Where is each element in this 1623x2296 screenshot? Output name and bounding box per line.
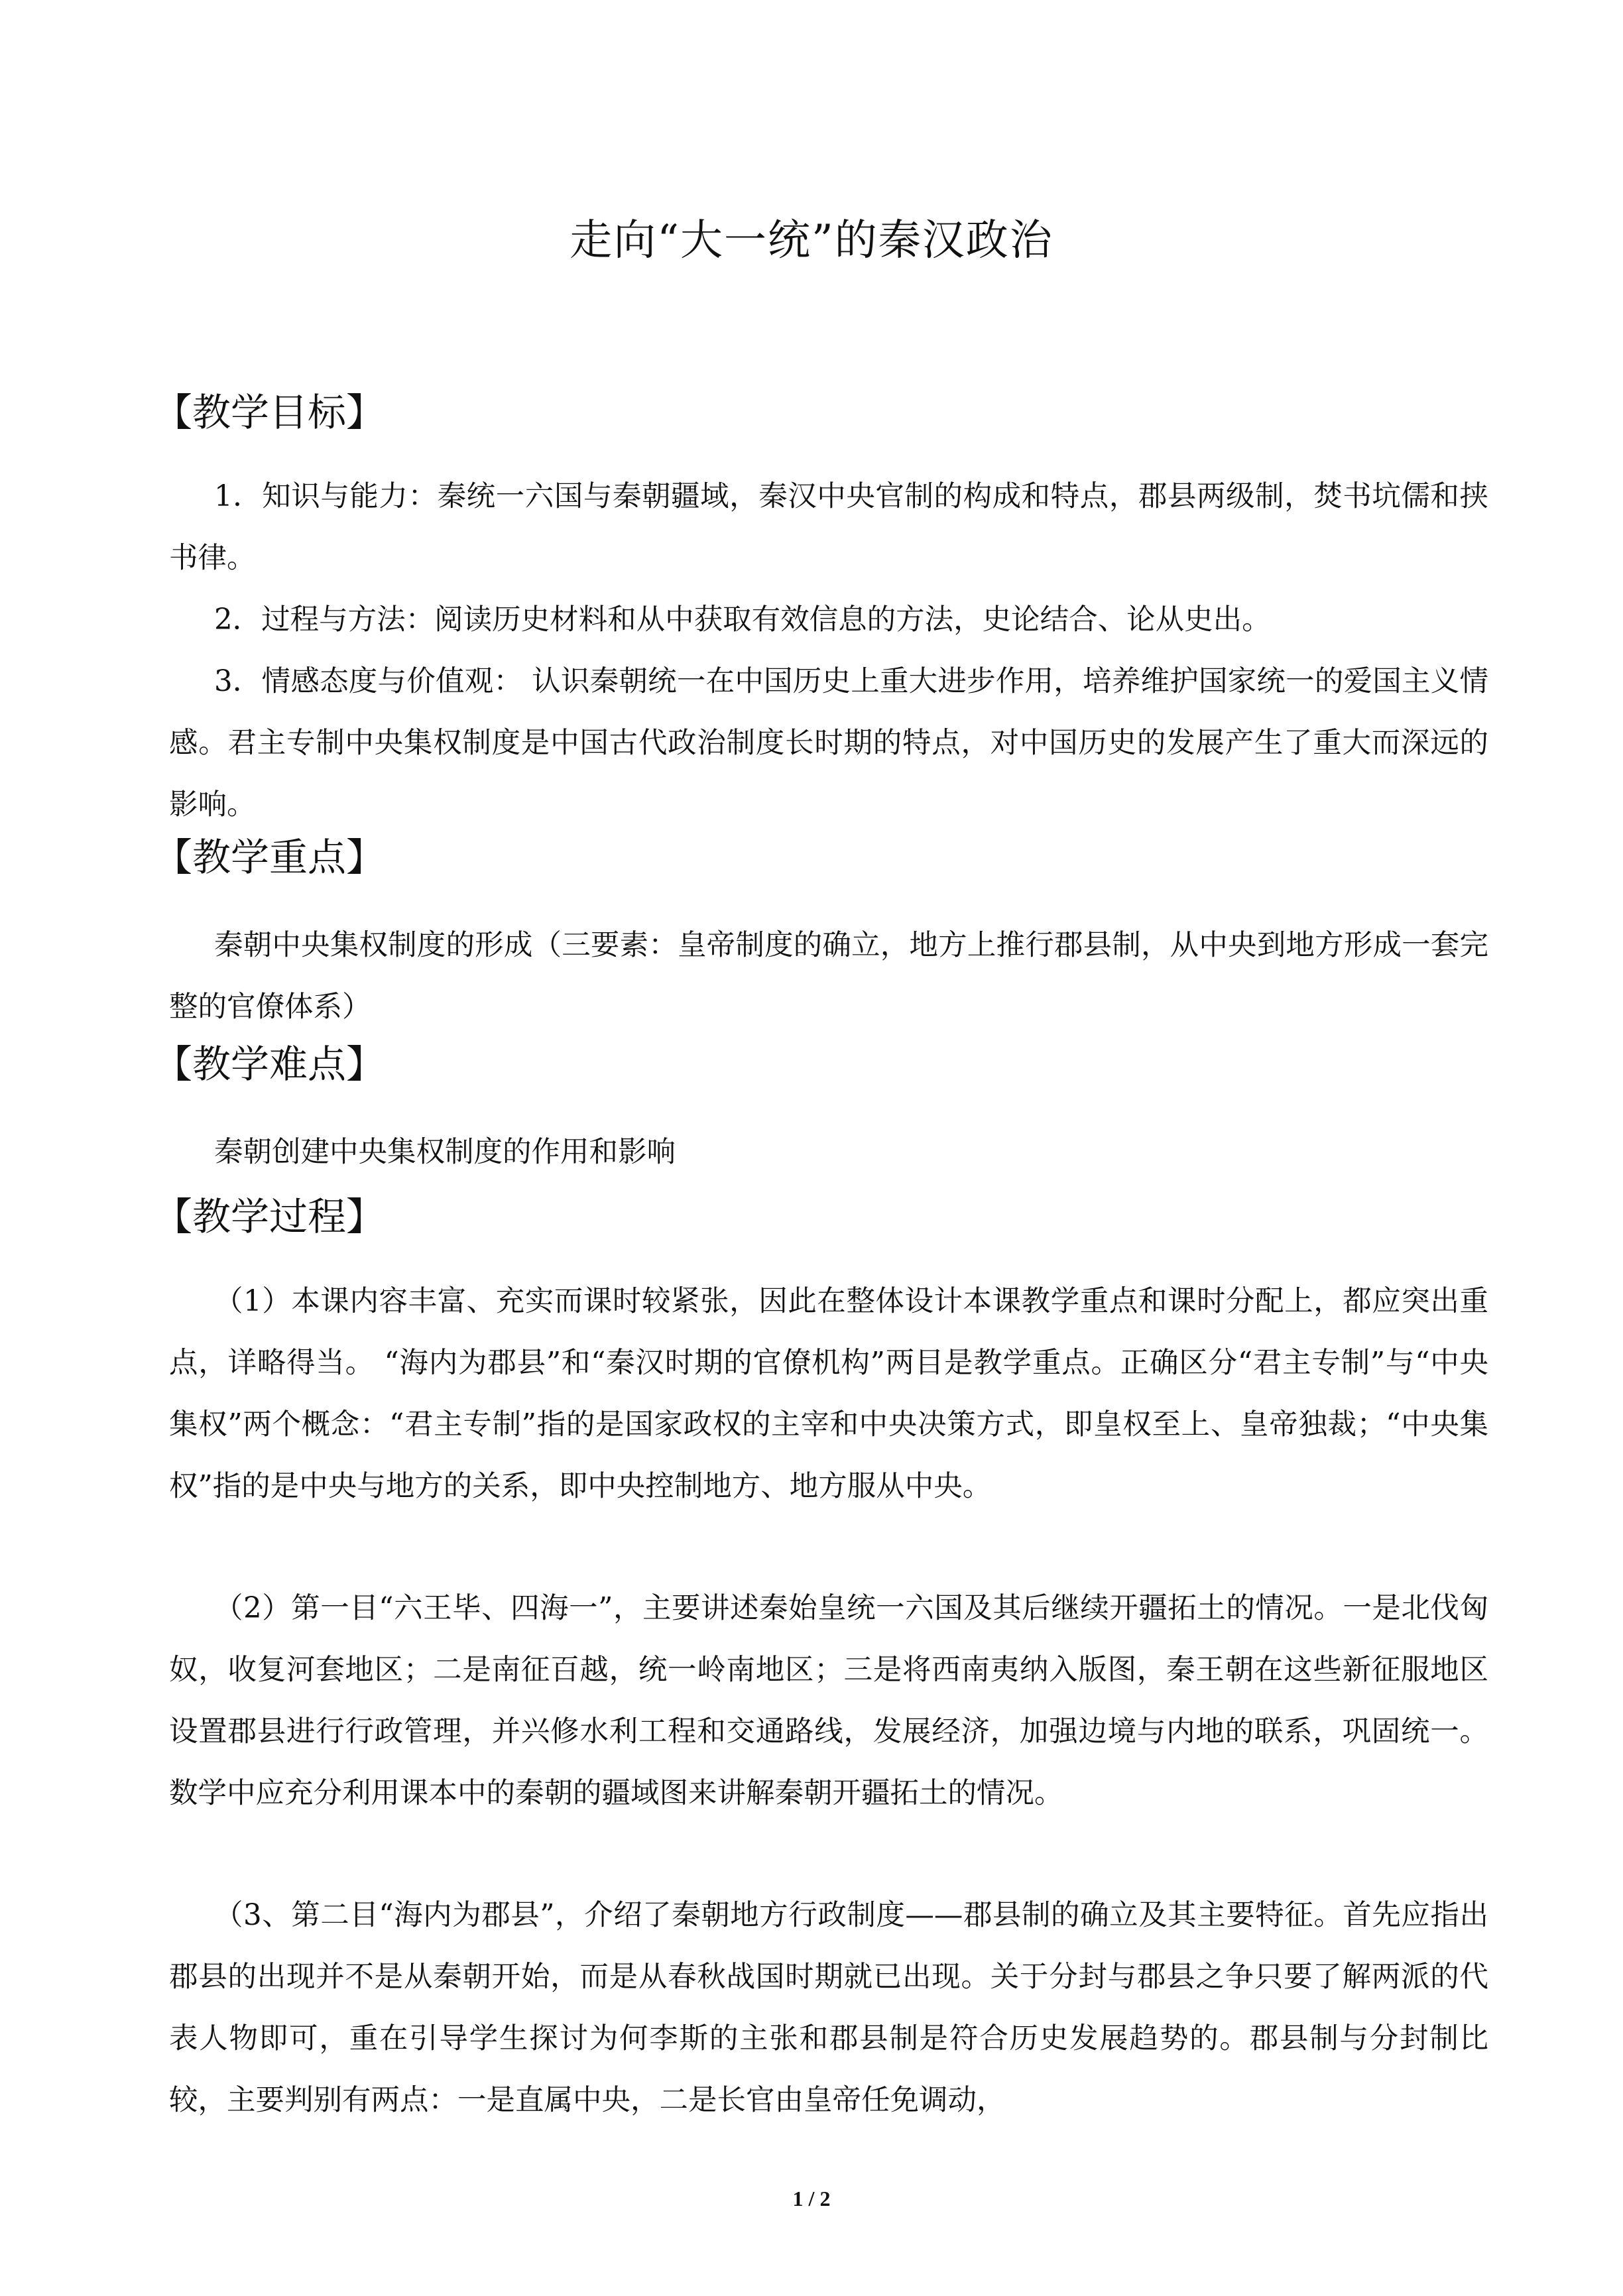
document-title: 走向“大一统”的秦汉政治 [570, 216, 1053, 265]
page-number: 1 / 2 [792, 2187, 831, 2210]
objective-item: 2．过程与方法：阅读历史材料和从中获取有效信息的方法，史论结合、论从史出。 [214, 603, 1271, 636]
heading-difficulties: 【教学难点】 [154, 1042, 385, 1087]
process-paragraph: （3、第二目“海内为郡县”，介绍了秦朝地方行政制度——郡县制的确立及其主要特征。首先应指出郡县的出现并不是从秦朝开始，而是从春秋战国时期就已出现。关于分封与郡县之争只要了解两派的代表人物即可，重在引导学生探讨为何李斯的主张和郡县制是符合历史发展趋势的。郡县制与分封制比较，主要判别有两点：一是直属中央，二是长官由皇帝任免调动， [169, 1899, 1488, 2117]
process-paragraph: （1）本课内容丰富、充实而课时较紧张，因此在整体设计本课教学重点和课时分配上，都应突出重点，详略得当。 “海内为郡县”和“秦汉时期的官僚机构”两目是教学重点。正确区分“君主专制”与“中央集权”两个概念：“君主专制”指的是国家政权的主宰和中央决策方式，即皇权至上、皇帝独裁；“中央集权”指的是中央与地方的关系，即中央控制地方、地方服从中央。 [169, 1285, 1488, 1503]
objective-item: 3．情感态度与价值观： 认识秦朝统一在中国历史上重大进步作用，培养维护国家统一的爱国主义情感。君主专制中央集权制度是中国古代政治制度长时期的特点，对中国历史的发展产生了重大而深远的影响。 [169, 665, 1488, 821]
heading-process: 【教学过程】 [154, 1194, 385, 1239]
process-paragraph: （2）第一目“六王毕、四海一”，主要讲述秦始皇统一六国及其后继续开疆拓土的情况。一是北伐匈奴，收复河套地区；二是南征百越，统一岭南地区；三是将西南夷纳入版图，秦王朝在这些新征服地区设置郡县进行行政管理，并兴修水利工程和交通路线，发展经济，加强边境与内地的联系，巩固统一。数学中应充分利用课本中的秦朝的疆域图来讲解秦朝开疆拓土的情况。 [169, 1592, 1488, 1810]
heading-key-points: 【教学重点】 [154, 835, 385, 880]
objective-item: 1．知识与能力：秦统一六国与秦朝疆域，秦汉中央官制的构成和特点，郡县两级制，焚书坑儒和挟书律。 [169, 480, 1488, 575]
heading-objectives: 【教学目标】 [154, 390, 385, 435]
key-points-text: 秦朝中央集权制度的形成（三要素：皇帝制度的确立，地方上推行郡县制，从中央到地方形成一套完整的官僚体系） [169, 929, 1488, 1024]
difficulties-text: 秦朝创建中央集权制度的作用和影响 [214, 1136, 676, 1169]
